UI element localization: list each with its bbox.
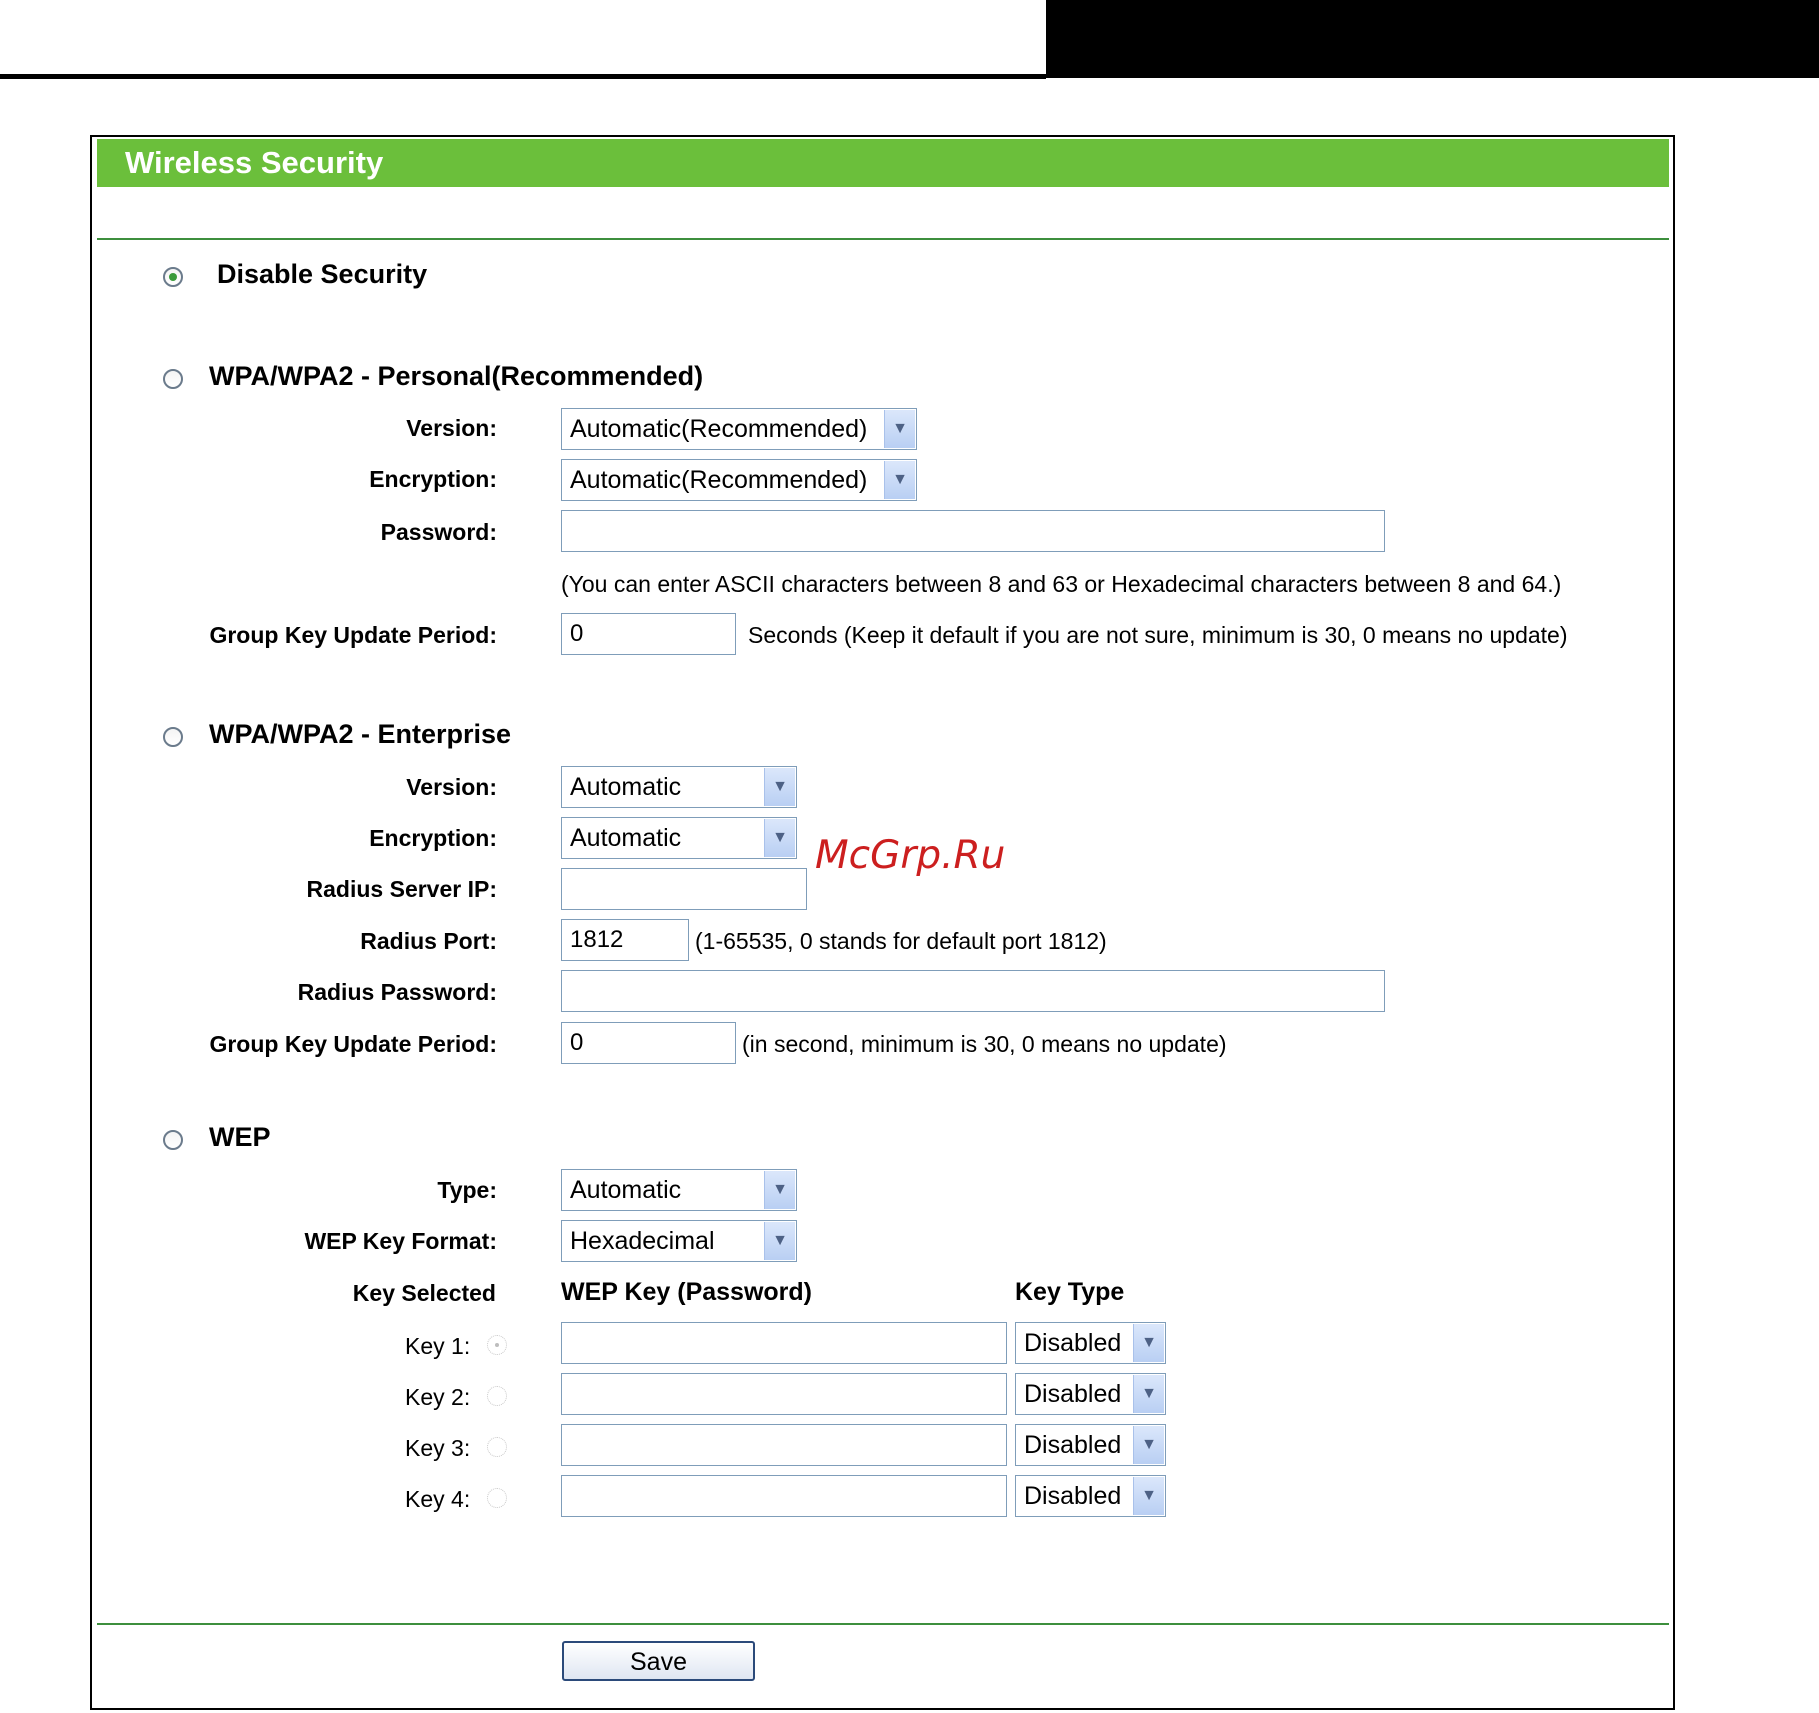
wep-type-value: Automatic xyxy=(570,1176,682,1204)
key-2-input[interactable] xyxy=(561,1373,1007,1415)
personal-version-label: Version: xyxy=(406,415,497,441)
wpa-personal-radio[interactable] xyxy=(163,369,183,389)
key-1-type-select[interactable] xyxy=(1015,1322,1166,1364)
personal-password-input[interactable] xyxy=(561,510,1385,552)
radius-ip-input[interactable] xyxy=(561,868,807,910)
key-4-input[interactable] xyxy=(561,1475,1007,1517)
key-2-type-value: Disabled xyxy=(1024,1380,1122,1408)
radius-port-input[interactable]: 1812 xyxy=(561,919,689,961)
key-3-type-value: Disabled xyxy=(1024,1431,1122,1459)
col-key-selected: Key Selected xyxy=(352,1280,496,1306)
radius-password-input[interactable] xyxy=(561,970,1385,1012)
bottom-divider xyxy=(97,1623,1669,1625)
chevron-down-icon: ▼ xyxy=(884,461,915,499)
wep-radio[interactable] xyxy=(163,1130,183,1150)
enterprise-encryption-value: Automatic xyxy=(570,824,682,852)
chevron-down-icon: ▼ xyxy=(764,768,795,806)
enterprise-version-label: Version: xyxy=(406,774,497,800)
radius-password-label: Radius Password: xyxy=(297,979,497,1005)
personal-version-select[interactable] xyxy=(561,408,917,450)
key-1-label: Key 1: xyxy=(405,1333,471,1359)
key-2-type-select[interactable] xyxy=(1015,1373,1166,1415)
enterprise-version-value: Automatic xyxy=(570,773,682,801)
chevron-down-icon: ▼ xyxy=(1133,1477,1164,1515)
chevron-down-icon: ▼ xyxy=(1133,1375,1164,1413)
radius-port-hint: (1-65535, 0 stands for default port 1812) xyxy=(695,928,1107,954)
key-3-label: Key 3: xyxy=(405,1435,471,1461)
key-1-radio[interactable] xyxy=(487,1335,507,1355)
header-rule xyxy=(0,74,1046,79)
enterprise-version-select[interactable] xyxy=(561,766,797,808)
key-2-radio[interactable] xyxy=(487,1386,507,1406)
col-key-type: Key Type xyxy=(1015,1278,1125,1306)
wep-type-select[interactable] xyxy=(561,1169,797,1211)
watermark: McGrp.Ru xyxy=(815,833,1006,878)
personal-gkup-input[interactable]: 0 xyxy=(561,613,736,655)
key-4-type-value: Disabled xyxy=(1024,1482,1122,1510)
wpa-enterprise-radio[interactable] xyxy=(163,727,183,747)
personal-encryption-label: Encryption: xyxy=(369,466,497,492)
wpa-enterprise-label: WPA/WPA2 - Enterprise xyxy=(209,719,512,749)
wep-format-value: Hexadecimal xyxy=(570,1227,715,1255)
personal-encryption-value: Automatic(Recommended) xyxy=(570,466,868,494)
chevron-down-icon: ▼ xyxy=(1133,1324,1164,1362)
key-4-label: Key 4: xyxy=(405,1486,471,1512)
personal-password-label: Password: xyxy=(380,519,497,545)
personal-gkup-label: Group Key Update Period: xyxy=(209,622,497,648)
radius-ip-label: Radius Server IP: xyxy=(306,876,497,902)
personal-encryption-select[interactable] xyxy=(561,459,917,501)
chevron-down-icon: ▼ xyxy=(764,819,795,857)
enterprise-gkup-input[interactable]: 0 xyxy=(561,1022,736,1064)
disable-security-label: Disable Security xyxy=(217,259,428,289)
chevron-down-icon: ▼ xyxy=(1133,1426,1164,1464)
key-1-type-value: Disabled xyxy=(1024,1329,1122,1357)
wpa-personal-label: WPA/WPA2 - Personal(Recommended) xyxy=(209,361,704,391)
key-4-radio[interactable] xyxy=(487,1488,507,1508)
key-3-type-select[interactable] xyxy=(1015,1424,1166,1466)
wep-format-select[interactable] xyxy=(561,1220,797,1262)
enterprise-encryption-select[interactable] xyxy=(561,817,797,859)
chevron-down-icon: ▼ xyxy=(764,1171,795,1209)
enterprise-encryption-label: Encryption: xyxy=(369,825,497,851)
key-3-radio[interactable] xyxy=(487,1437,507,1457)
page-title: Wireless Security xyxy=(97,139,1669,187)
key-3-input[interactable] xyxy=(561,1424,1007,1466)
personal-password-hint: (You can enter ASCII characters between 8 and 63 or Hexadecimal characters between 8 and 64.) xyxy=(561,571,1562,597)
top-divider xyxy=(97,238,1669,240)
key-1-input[interactable] xyxy=(561,1322,1007,1364)
personal-version-value: Automatic(Recommended) xyxy=(570,415,868,443)
enterprise-gkup-hint: (in second, minimum is 30, 0 means no update) xyxy=(742,1031,1227,1057)
wep-label: WEP xyxy=(209,1122,271,1152)
disable-security-radio[interactable] xyxy=(163,267,183,287)
chevron-down-icon: ▼ xyxy=(884,410,915,448)
key-4-type-select[interactable] xyxy=(1015,1475,1166,1517)
personal-gkup-hint: Seconds (Keep it default if you are not sure, minimum is 30, 0 means no update) xyxy=(748,622,1568,648)
enterprise-gkup-label: Group Key Update Period: xyxy=(209,1031,497,1057)
col-wep-key: WEP Key (Password) xyxy=(561,1278,813,1306)
chevron-down-icon: ▼ xyxy=(764,1222,795,1260)
wep-format-label: WEP Key Format: xyxy=(304,1228,497,1254)
key-2-label: Key 2: xyxy=(405,1384,471,1410)
wep-type-label: Type: xyxy=(437,1177,497,1203)
header-black-block xyxy=(1046,0,1819,78)
save-button[interactable]: Save xyxy=(562,1641,755,1681)
radius-port-label: Radius Port: xyxy=(360,928,497,954)
